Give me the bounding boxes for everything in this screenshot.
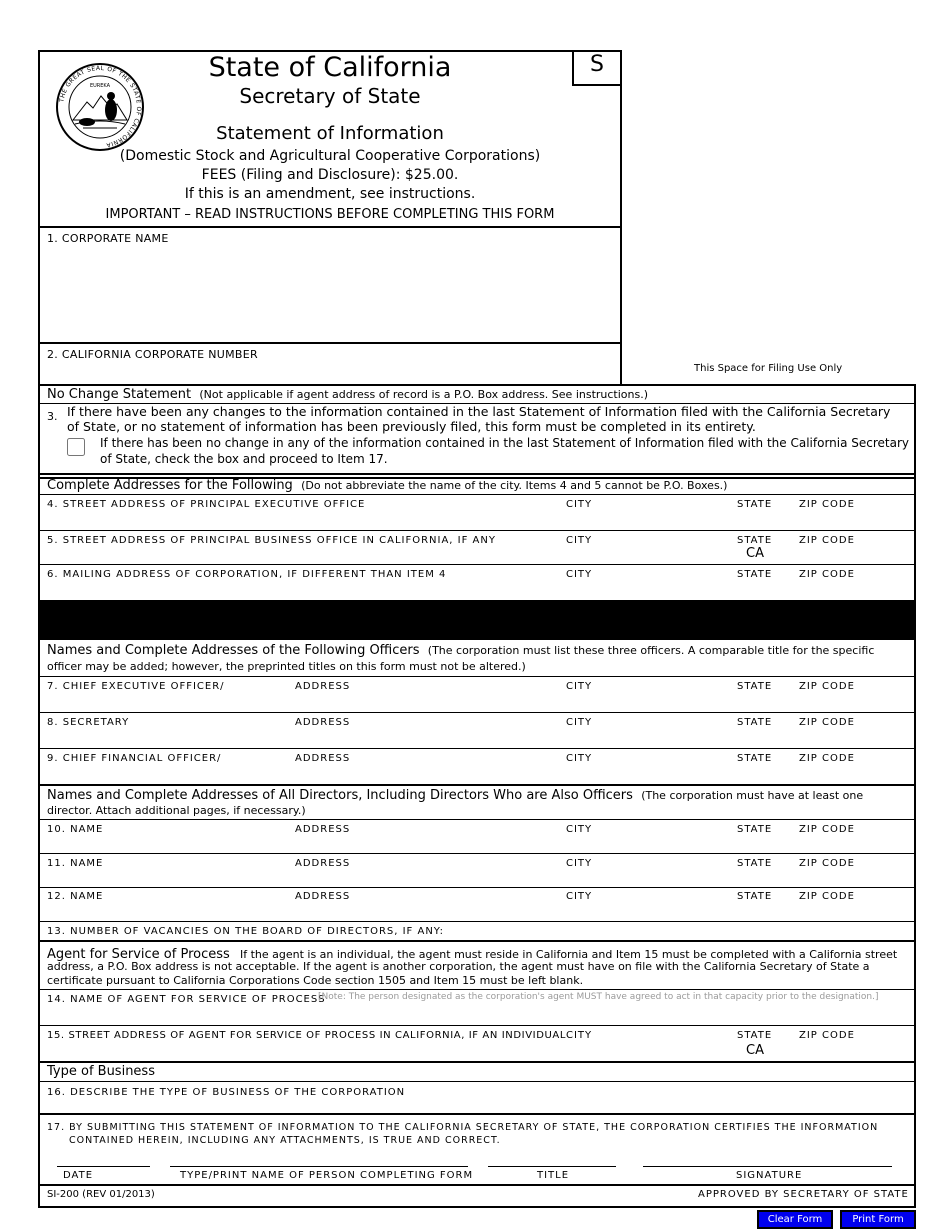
item13-label: 13. NUMBER OF VACANCIES ON THE BOARD OF DIRECTORS, IF ANY: [47, 926, 444, 937]
item9-state: STATE [737, 753, 773, 764]
signature-label: SIGNATURE [736, 1170, 803, 1181]
item14-note: [Note: The person designated as the corporation's agent MUST have agreed to act in that capacity prior to the designation.] [318, 992, 879, 1002]
redacted-band [38, 600, 916, 640]
item8-name-input[interactable] [45, 730, 285, 747]
item5-state: STATE [737, 535, 773, 546]
vacancies-input[interactable] [420, 923, 910, 939]
item4-city: CITY [566, 499, 593, 510]
directors-heading: Names and Complete Addresses of All Directors, Including Directors Who are Also Officers (The corporation must have at least one [47, 788, 864, 803]
date-input[interactable] [57, 1149, 150, 1166]
item4-zip: ZIP CODE [799, 499, 855, 510]
amendment-line: If this is an amendment, see instructions. [184, 186, 476, 202]
item7-name-input[interactable] [45, 694, 285, 711]
state-title: State of California [208, 52, 452, 83]
item16-label: 16. DESCRIBE THE TYPE OF BUSINESS OF THE CORPORATION [47, 1087, 406, 1098]
item5-zip: ZIP CODE [799, 535, 855, 546]
important-line: IMPORTANT – READ INSTRUCTIONS BEFORE COMPLETING THIS FORM [105, 207, 555, 222]
officers-heading: Names and Complete Addresses of the Following Officers (The corporation must list these three officers. A comparable title for the specific [47, 643, 875, 658]
certify-text-2: CONTAINED HEREIN, INCLUDING ANY ATTACHMENTS, IS TRUE AND CORRECT. [69, 1135, 501, 1146]
form-subtitle: (Domestic Stock and Agricultural Cooperative Corporations) [119, 148, 541, 164]
item6-state: STATE [737, 569, 773, 580]
item11-address: ADDRESS [295, 858, 351, 869]
item4-street-input[interactable] [45, 512, 560, 530]
item15-state: STATE [737, 1030, 773, 1041]
item11-zip: ZIP CODE [799, 858, 855, 869]
corporate-name-label: 1. CORPORATE NAME [47, 232, 169, 245]
item5-city: CITY [566, 535, 593, 546]
item6-city: CITY [566, 569, 593, 580]
item15-zip: ZIP CODE [799, 1030, 855, 1041]
title-input[interactable] [488, 1149, 616, 1166]
item4-label: 4. STREET ADDRESS OF PRINCIPAL EXECUTIVE OFFICE [47, 499, 366, 510]
agent-street-input[interactable] [45, 1044, 560, 1060]
item8-zip: ZIP CODE [799, 717, 855, 728]
item9-name-input[interactable] [45, 766, 285, 783]
item8-address: ADDRESS [295, 717, 351, 728]
item7-address: ADDRESS [295, 681, 351, 692]
certify-text-1: 17. BY SUBMITTING THIS STATEMENT OF INFORMATION TO THE CALIFORNIA SECRETARY OF STATE, THE CORPORATION CERTIFIES THE INFORMATION [47, 1122, 879, 1133]
no-change-checkbox[interactable] [67, 438, 85, 456]
item12-city: CITY [566, 891, 593, 902]
item12-state: STATE [737, 891, 773, 902]
clear-form-button[interactable]: Clear Form [757, 1210, 833, 1229]
no-change-check-text-2: of State, check the box and proceed to Item 17. [100, 452, 388, 466]
agent-name-input[interactable] [45, 1007, 910, 1024]
item11-label: 11. NAME [47, 858, 104, 869]
item9-label: 9. CHIEF FINANCIAL OFFICER/ [47, 753, 222, 764]
item7-zip: ZIP CODE [799, 681, 855, 692]
item15-city: CITY [566, 1030, 593, 1041]
item12-address: ADDRESS [295, 891, 351, 902]
addresses-heading: Complete Addresses for the Following (Do not abbreviate the name of the city. Items 4 and 5 cannot be P.O. Boxes.) [47, 478, 728, 493]
no-change-heading: No Change Statement (Not applicable if agent address of record is a P.O. Box address. See instructions.) [47, 387, 649, 402]
preparer-name-input[interactable] [170, 1149, 468, 1166]
item7-city: CITY [566, 681, 593, 692]
no-change-check-text-1: If there has been no change in any of the information contained in the last Statement of Information filed with the California Secretary [100, 436, 910, 450]
title-label: TITLE [537, 1170, 570, 1181]
corporate-number-input[interactable] [45, 363, 615, 383]
item6-zip: ZIP CODE [799, 569, 855, 580]
directors-note: director. Attach additional pages, if necessary.) [47, 804, 306, 817]
item5-label: 5. STREET ADDRESS OF PRINCIPAL BUSINESS OFFICE IN CALIFORNIA, IF ANY [47, 535, 496, 546]
item8-state: STATE [737, 717, 773, 728]
item15-state-value[interactable]: CA [746, 1043, 764, 1058]
no-change-number: 3. [47, 410, 58, 423]
agent-note-3: certificate pursuant to California Corporations Code section 1505 and Item 15 must be left blank. [47, 974, 584, 987]
business-type-input[interactable] [45, 1099, 910, 1113]
item6-street-input[interactable] [45, 582, 560, 598]
office-title: Secretary of State [239, 84, 421, 108]
item9-city: CITY [566, 753, 593, 764]
item5-street-input[interactable] [45, 548, 560, 564]
svg-text:EUREKA: EUREKA [89, 83, 111, 89]
item7-label: 7. CHIEF EXECUTIVE OFFICER/ [47, 681, 225, 692]
item4-state: STATE [737, 499, 773, 510]
item12-zip: ZIP CODE [799, 891, 855, 902]
item8-label: 8. SECRETARY [47, 717, 130, 728]
agent-heading-line: Agent for Service of Process If the agent is an individual, the agent must reside in California and Item 15 must be completed with a California street [47, 947, 898, 962]
corporate-name-input[interactable] [45, 250, 615, 338]
no-change-text-2: of State, or no statement of information has been previously filed, this form must be completed in its entirety. [67, 419, 756, 434]
date-label: DATE [63, 1170, 94, 1181]
item11-name-input[interactable] [45, 871, 285, 887]
item6-label: 6. MAILING ADDRESS OF CORPORATION, IF DIFFERENT THAN ITEM 4 [47, 569, 447, 580]
item10-name-input[interactable] [45, 837, 285, 853]
item11-state: STATE [737, 858, 773, 869]
item10-label: 10. NAME [47, 824, 104, 835]
item9-address: ADDRESS [295, 753, 351, 764]
item10-zip: ZIP CODE [799, 824, 855, 835]
item10-state: STATE [737, 824, 773, 835]
item12-label: 12. NAME [47, 891, 104, 902]
svg-text:THE GREAT SEAL OF THE STATE OF: THE GREAT SEAL OF THE STATE OF CALIFORNIA [58, 64, 143, 149]
no-change-text-1: If there have been any changes to the information contained in the last Statement of Information filed with the California Secretary [67, 404, 891, 419]
item8-city: CITY [566, 717, 593, 728]
business-heading: Type of Business [47, 1064, 155, 1079]
item9-zip: ZIP CODE [799, 753, 855, 764]
item15-label: 15. STREET ADDRESS OF AGENT FOR SERVICE OF PROCESS IN CALIFORNIA, IF AN INDIVIDUAL [47, 1030, 567, 1041]
agent-note-2: address, a P.O. Box address is not acceptable. If the agent is another corporation, the agent must have on file with the California Secretary of State a [47, 960, 870, 973]
item14-label: 14. NAME OF AGENT FOR SERVICE OF PROCESS [47, 994, 326, 1005]
corporate-number-label: 2. CALIFORNIA CORPORATE NUMBER [47, 348, 258, 361]
form-id: SI-200 (REV 01/2013) [47, 1189, 155, 1200]
item7-state: STATE [737, 681, 773, 692]
preparer-name-label: TYPE/PRINT NAME OF PERSON COMPLETING FORM [180, 1170, 474, 1181]
item5-state-value[interactable]: CA [746, 546, 764, 561]
form-code: S [590, 52, 604, 77]
officers-note: officer may be added; however, the preprinted titles on this form must not be altered.) [47, 660, 526, 673]
fees-line: FEES (Filing and Disclosure): $25.00. [201, 167, 459, 183]
approved-label: APPROVED BY SECRETARY OF STATE [698, 1189, 909, 1200]
print-form-button[interactable]: Print Form [840, 1210, 916, 1229]
item10-city: CITY [566, 824, 593, 835]
form-title: Statement of Information [216, 123, 444, 144]
item11-city: CITY [566, 858, 593, 869]
item10-address: ADDRESS [295, 824, 351, 835]
filing-space-label: This Space for Filing Use Only [694, 363, 843, 374]
item12-name-input[interactable] [45, 904, 285, 920]
